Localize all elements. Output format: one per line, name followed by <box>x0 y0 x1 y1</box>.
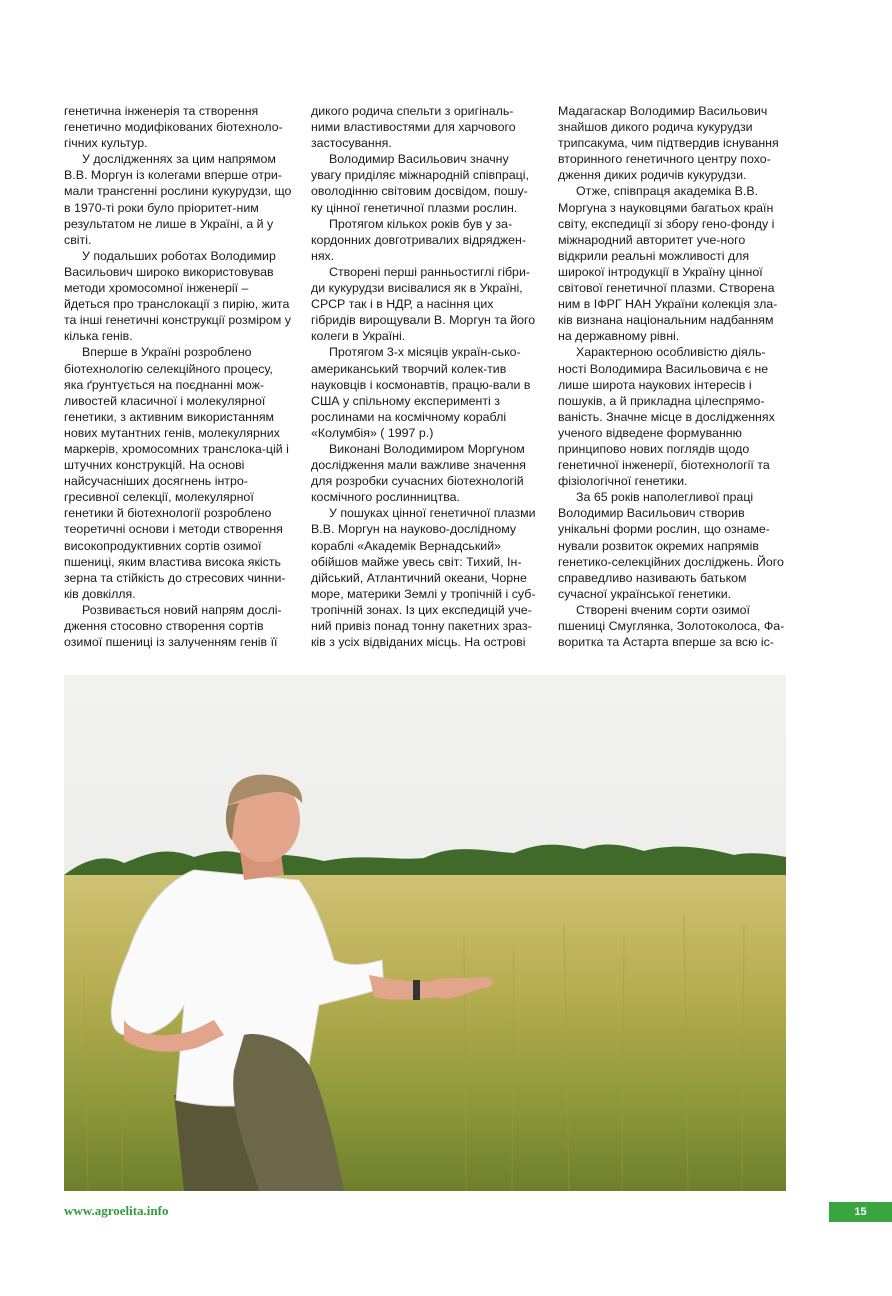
paragraph: У дослідженнях за цим напрямом В.В. Моргун із колегами вперше отри-мали трансгенні рослини кукурудзи, що в 1970-ті роки було пріоритет-ним результатом не лише в Україні, а й у світі. <box>64 152 292 247</box>
paragraph: дикого родича спельти з оригіналь-ними властивостями для харчового застосування. <box>311 104 516 151</box>
paragraph: За 65 років наполегливої праці Володимир Васильович створив унікальні форми рослин, що ознаме-нували розвиток окремих напрямів генетико-селекційних досліджень. Його справедливо називають батьком сучасної української генетики. <box>558 490 784 601</box>
paragraph: Характерною особливістю діяль-ності Володимира Васильовича є не лише широта наукових інтересів і пошуків, а й прикладна цілеспрямо-ваність. Значне місце в дослідженнях ученого відведене формуванню принципово нових поглядів щодо генетичної інженерії, біотехнології та фізіологічної генетики. <box>558 345 775 489</box>
article-column-3 <box>558 103 786 650</box>
paragraph: У пошуках цінної генетичної плазми В.В. Моргун на науково-дослідному кораблі «Академік Вернадський» обійшов майже увесь світ: Тихий, Ін-дійський, Атлантичний океани, Чорне море, материки Землі у тропічній і суб-тропічній зонах. Із цих експедицій уче-ний привіз понад тонну пакетних зраз-ків з усіх відвіданих місць. На острові <box>311 506 536 650</box>
article-column-1 <box>64 103 292 650</box>
article-column-2 <box>311 103 539 650</box>
paragraph: Мадагаскар Володимир Васильович знайшов дикого родича кукурудзи трипсакума, чим підтвердив існування вторинного генетичного центру похо-дження диких родичів кукурудзи. <box>558 104 779 183</box>
paragraph: Вперше в Україні розроблено біотехнологію селекційного процесу, яка ґрунтується на поєднанні мож-ливостей класичної і молекулярної генетики, з активним використанням нових мутантних генів, молекулярних маркерів, хромосомних транслока-цій і штучних конструкцій. На основі найсучасніших досягнень інтро-гресивної селекції, молекулярної генетики й біотехнології розроблено теоретичні основи і методи створення високопродуктивних сортів озимої пшениці, яким властива висока якість зерна та стійкість до стресових чинни-ків довкілля. <box>64 345 289 601</box>
paragraph: Створені вченим сорти озимої пшениці Смуглянка, Золотоколоса, Фа-воритка та Астарта вперше за всю іс- <box>558 602 785 650</box>
wheat-field-photo <box>64 675 786 1191</box>
paragraph: Протягом кількох років був у за-кордонних довготривалих відряджен-нях. <box>311 216 527 263</box>
paragraph: генетична інженерія та створення генетично модифікованих біотехноло-гічних культур. <box>64 104 283 151</box>
paragraph: Володимир Васильович значну увагу приділяє міжнародній співпраці, оволодінню світовим досвідом, пошу-ку цінної генетичної плазми рослин. <box>311 152 529 215</box>
paragraph: Створені перші ранньостиглі гібри-ди кукурудзи висівалися як в Україні, СРСР так і в НДР, а насіння цих гібридів вирощували В. Моргун та його колеги в Україні. <box>311 264 536 344</box>
page-number-badge: 15 <box>829 1202 892 1222</box>
paragraph: Отже, співпраця академіка В.В. Моргуна з науковцями багатьох країн світу, експедиції зі збору гено-фонду і міжнародний авторитет уче-ного відкрили реальні можливості для широкої інтродукції в Україну цінної світової генетичної плазми. Створена ним в ІФРГ НАН України колекція зла-ків визнана національним надбанням на державному рівні. <box>558 184 778 344</box>
paragraph: У подальших роботах Володимир Васильович широко використовував методи хромосомної інженерії – йдеться про транслокації з пирію, жита та інші генетичні конструкції розміром у кілька генів. <box>64 248 291 344</box>
paragraph: Виконані Володимиром Моргуном дослідження мали важливе значення для розробки сучасних біотехнологій космічного рослинництва. <box>311 441 526 505</box>
paragraph: Розвивається новий напрям дослі-дження стосовно створення сортів озимої пшениці із залученням генів її <box>64 602 282 650</box>
paragraph: Протягом 3-х місяців україн-сько-американський творчий колек-тив науковців і космонавтів, працю-вали в США у спільному експерименті з рослинами на космічному кораблі «Колумбія» ( 1997 р.) <box>311 345 531 440</box>
website-url[interactable]: www.agroelita.info <box>64 1203 169 1218</box>
